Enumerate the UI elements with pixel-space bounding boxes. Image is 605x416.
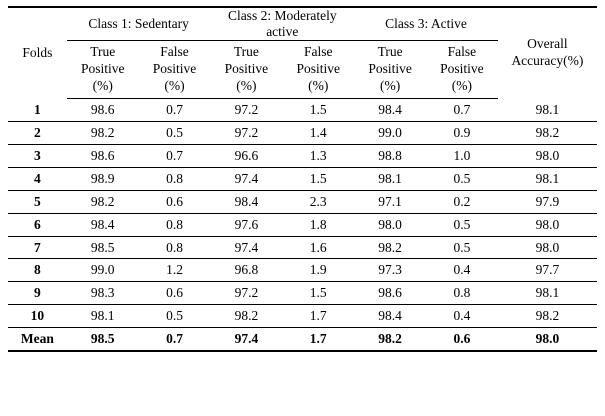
table-row xyxy=(8,236,597,259)
row-class3-tp: 98.1 xyxy=(354,167,426,190)
row-class1-fp: 0.5 xyxy=(139,305,211,328)
subheader-class1-fp-l2: Positive xyxy=(152,61,197,77)
folds-header: Folds xyxy=(8,7,67,99)
row-fold: 5 xyxy=(8,190,67,213)
row-class2-tp: 97.4 xyxy=(210,236,282,259)
subheader-class1-fp-l1: False xyxy=(160,44,189,60)
subheader-class1-tp xyxy=(67,41,139,99)
row-fold: 4 xyxy=(8,167,67,190)
mean-label: Mean xyxy=(8,328,67,351)
group-header-row xyxy=(8,7,597,41)
row-class3-fp: 0.8 xyxy=(426,282,498,305)
row-overall: 97.9 xyxy=(498,190,597,213)
subheader-class1-tp-l1: True xyxy=(90,44,116,60)
subheader-class2-tp xyxy=(210,41,282,99)
row-class2-tp: 96.8 xyxy=(210,259,282,282)
row-class2-tp: 97.2 xyxy=(210,121,282,144)
row-class1-tp: 98.2 xyxy=(67,190,139,213)
group-class2 xyxy=(210,7,354,41)
row-class1-tp: 98.1 xyxy=(67,305,139,328)
row-fold: 2 xyxy=(8,121,67,144)
subheader-class3-tp-l2: Positive xyxy=(368,61,412,77)
row-class3-fp: 0.7 xyxy=(426,99,498,122)
row-class2-fp: 1.9 xyxy=(282,259,354,282)
row-overall: 98.0 xyxy=(498,144,597,167)
subheader-class2-tp-l1: True xyxy=(233,44,259,60)
row-class1-fp: 1.2 xyxy=(139,259,211,282)
subheader-class3-fp-l3: (%) xyxy=(451,78,473,94)
row-overall: 98.1 xyxy=(498,167,597,190)
table-row xyxy=(8,305,597,328)
subheader-class2-tp-l2: Positive xyxy=(224,61,269,77)
mean-class3-fp: 0.6 xyxy=(426,328,498,351)
row-class3-fp: 0.2 xyxy=(426,190,498,213)
row-overall: 98.2 xyxy=(498,305,597,328)
row-class1-fp: 0.7 xyxy=(139,99,211,122)
row-class3-tp: 99.0 xyxy=(354,121,426,144)
row-class2-tp: 98.2 xyxy=(210,305,282,328)
group-class3 xyxy=(354,7,498,41)
subheader-class3-tp xyxy=(354,41,426,99)
row-class3-tp: 98.4 xyxy=(354,305,426,328)
subheader-class2-tp-l3: (%) xyxy=(236,78,257,94)
row-class2-tp: 97.2 xyxy=(210,99,282,122)
row-class3-tp: 98.2 xyxy=(354,236,426,259)
row-fold: 9 xyxy=(8,282,67,305)
row-class3-fp: 0.4 xyxy=(426,305,498,328)
results-table xyxy=(8,6,597,352)
subheader-class1-tp-l2: Positive xyxy=(80,61,125,77)
row-overall: 98.2 xyxy=(498,121,597,144)
row-class2-tp: 96.6 xyxy=(210,144,282,167)
subheader-class3-fp-l2: Positive xyxy=(440,61,484,77)
subheader-class3-tp-l3: (%) xyxy=(379,78,401,94)
row-class1-tp: 98.9 xyxy=(67,167,139,190)
subheader-class3-tp-l1: True xyxy=(377,44,403,60)
mean-class2-fp: 1.7 xyxy=(282,328,354,351)
row-class3-fp: 0.9 xyxy=(426,121,498,144)
row-fold: 1 xyxy=(8,99,67,122)
row-fold: 7 xyxy=(8,236,67,259)
row-class2-fp: 1.4 xyxy=(282,121,354,144)
row-fold: 6 xyxy=(8,213,67,236)
mean-class1-fp: 0.7 xyxy=(139,328,211,351)
subheader-class3-fp-l1: False xyxy=(447,44,477,60)
subheader-class2-fp-l3: (%) xyxy=(308,78,329,94)
mean-overall: 98.0 xyxy=(498,328,597,351)
subheader-class2-fp xyxy=(282,41,354,99)
overall-accuracy-header xyxy=(498,7,597,99)
table-row xyxy=(8,144,597,167)
mean-class2-tp: 97.4 xyxy=(210,328,282,351)
subheader-class2-fp-l2: Positive xyxy=(296,61,340,77)
row-class3-tp: 98.4 xyxy=(354,99,426,122)
group-class1-label: Class 1: Sedentary xyxy=(88,16,189,32)
row-class1-fp: 0.8 xyxy=(139,167,211,190)
row-overall: 98.0 xyxy=(498,213,597,236)
row-class1-fp: 0.6 xyxy=(139,282,211,305)
row-class1-tp: 98.3 xyxy=(67,282,139,305)
row-class3-fp: 1.0 xyxy=(426,144,498,167)
row-class2-fp: 1.7 xyxy=(282,305,354,328)
subheader-class1-fp xyxy=(139,41,211,99)
row-overall: 98.0 xyxy=(498,236,597,259)
subheader-class2-fp-l1: False xyxy=(303,44,333,60)
row-class1-tp: 98.4 xyxy=(67,213,139,236)
row-class3-tp: 98.0 xyxy=(354,213,426,236)
table-row xyxy=(8,282,597,305)
row-class2-fp: 2.3 xyxy=(282,190,354,213)
row-class1-fp: 0.6 xyxy=(139,190,211,213)
table-row xyxy=(8,213,597,236)
row-class1-fp: 0.7 xyxy=(139,144,211,167)
row-overall: 97.7 xyxy=(498,259,597,282)
row-class2-fp: 1.6 xyxy=(282,236,354,259)
row-class2-fp: 1.5 xyxy=(282,282,354,305)
group-class2-label: Class 2: Moderately active xyxy=(227,8,337,40)
table-row xyxy=(8,259,597,282)
row-class2-fp: 1.5 xyxy=(282,99,354,122)
row-class1-tp: 98.5 xyxy=(67,236,139,259)
row-class2-tp: 97.2 xyxy=(210,282,282,305)
row-class3-tp: 98.8 xyxy=(354,144,426,167)
mean-class3-tp: 98.2 xyxy=(354,328,426,351)
overall-accuracy-header-line2: Accuracy(%) xyxy=(511,53,584,69)
row-class2-fp: 1.3 xyxy=(282,144,354,167)
group-class1 xyxy=(67,7,211,41)
row-class1-tp: 99.0 xyxy=(67,259,139,282)
row-class1-tp: 98.6 xyxy=(67,144,139,167)
row-overall: 98.1 xyxy=(498,282,597,305)
row-class1-tp: 98.2 xyxy=(67,121,139,144)
subheader-class3-fp xyxy=(426,41,498,99)
row-fold: 3 xyxy=(8,144,67,167)
table-row xyxy=(8,121,597,144)
row-fold: 10 xyxy=(8,305,67,328)
row-class2-fp: 1.5 xyxy=(282,167,354,190)
row-fold: 8 xyxy=(8,259,67,282)
mean-class1-tp: 98.5 xyxy=(67,328,139,351)
subheader-class1-tp-l3: (%) xyxy=(92,78,113,94)
row-class2-tp: 97.4 xyxy=(210,167,282,190)
row-class1-fp: 0.8 xyxy=(139,213,211,236)
row-class3-fp: 0.5 xyxy=(426,213,498,236)
mean-row xyxy=(8,328,597,351)
row-class3-fp: 0.5 xyxy=(426,167,498,190)
group-class3-label: Class 3: Active xyxy=(385,16,467,32)
table-row xyxy=(8,167,597,190)
row-class2-tp: 98.4 xyxy=(210,190,282,213)
row-class1-tp: 98.6 xyxy=(67,99,139,122)
document-page xyxy=(0,6,605,416)
overall-accuracy-header-line1: Overall xyxy=(527,36,568,52)
table-row xyxy=(8,99,597,122)
row-class1-fp: 0.8 xyxy=(139,236,211,259)
subheader-class1-fp-l3: (%) xyxy=(164,78,185,94)
row-class2-tp: 97.6 xyxy=(210,213,282,236)
row-class3-fp: 0.4 xyxy=(426,259,498,282)
row-class3-tp: 98.6 xyxy=(354,282,426,305)
row-class3-tp: 97.1 xyxy=(354,190,426,213)
row-class3-fp: 0.5 xyxy=(426,236,498,259)
row-class2-fp: 1.8 xyxy=(282,213,354,236)
row-overall: 98.1 xyxy=(498,99,597,122)
row-class3-tp: 97.3 xyxy=(354,259,426,282)
row-class1-fp: 0.5 xyxy=(139,121,211,144)
table-row xyxy=(8,190,597,213)
